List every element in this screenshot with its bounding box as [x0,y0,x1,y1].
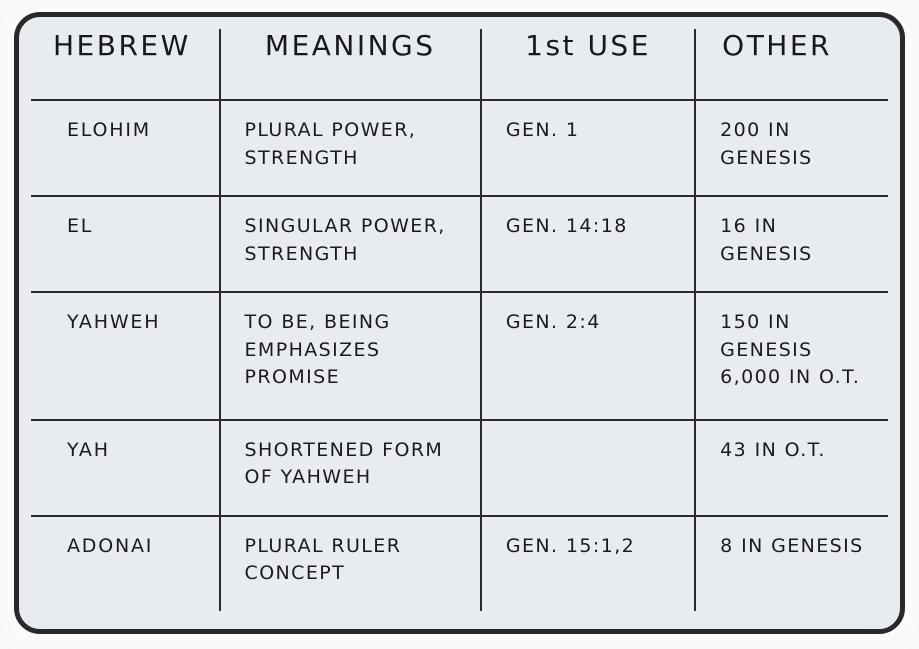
cell-first-use [481,420,695,516]
cell-other [695,292,888,419]
cell-line: GENESIS [720,146,813,169]
cell-line: GEN. 1 [505,119,580,141]
table-row [31,100,888,196]
cell-line: EL [67,215,94,238]
cell-line: PLURAL RULER [244,534,402,557]
frame-bottom-strip [19,611,900,629]
cell-line: YAH [67,438,110,461]
cell-line: TO BE, BEING [244,311,391,334]
cell-hebrew [31,292,220,419]
table-row [31,196,888,292]
cell-hebrew [31,516,220,611]
cell-line: YAHWEH [67,311,161,334]
cell-line: OF YAHWEH [244,466,372,489]
cell-line: GEN. 14:18 [505,215,628,238]
cell-line: 200 IN [720,119,791,141]
column-header-other: OTHER [695,29,888,100]
cell-line: 16 IN [720,215,778,238]
cell-other [695,516,888,611]
cell-meanings [220,516,481,611]
cell-line: ADONAI [67,534,154,557]
table-container [31,29,888,611]
chart-frame [14,12,905,634]
cell-hebrew [31,196,220,292]
table-body [31,100,888,611]
cell-line: GEN. 15:1,2 [505,534,636,557]
cell-line: SHORTENED FORM [244,438,444,461]
cell-line: 43 IN O.T. [720,438,826,461]
cell-first-use [481,516,695,611]
cell-other [695,420,888,516]
cell-hebrew [31,100,220,196]
cell-first-use [481,196,695,292]
table-row [31,420,888,516]
cell-line: 8 IN GENESIS [720,534,864,557]
cell-line: ELOHIM [67,119,151,141]
table-header [31,29,888,100]
column-header-first-use: 1st USE [481,29,695,100]
cell-line: SINGULAR POWER, [244,215,446,238]
cell-meanings [220,100,481,196]
table-row [31,516,888,611]
cell-line: STRENGTH [244,242,359,265]
cell-other [695,196,888,292]
cell-line: EMPHASIZES [244,338,381,361]
cell-hebrew [31,420,220,516]
cell-line: 6,000 IN O.T. [720,366,861,389]
cell-line: CONCEPT [244,562,346,585]
cell-meanings [220,420,481,516]
cell-line: PROMISE [244,366,341,389]
names-of-god-table [31,29,888,611]
cell-first-use [481,292,695,419]
cell-line: GENESIS [720,242,813,265]
table-row [31,292,888,419]
cell-line: GEN. 2:4 [505,311,601,334]
cell-meanings [220,196,481,292]
column-header-hebrew: HEBREW [31,29,220,100]
cell-line: PLURAL POWER, [244,119,417,141]
cell-line: GENESIS [720,338,813,361]
header-row [31,29,888,100]
cell-line: 150 IN [720,311,791,334]
column-header-meanings: MEANINGS [220,29,481,100]
cell-meanings [220,292,481,419]
cell-first-use [481,100,695,196]
cell-other [695,100,888,196]
cell-line: STRENGTH [244,146,359,169]
